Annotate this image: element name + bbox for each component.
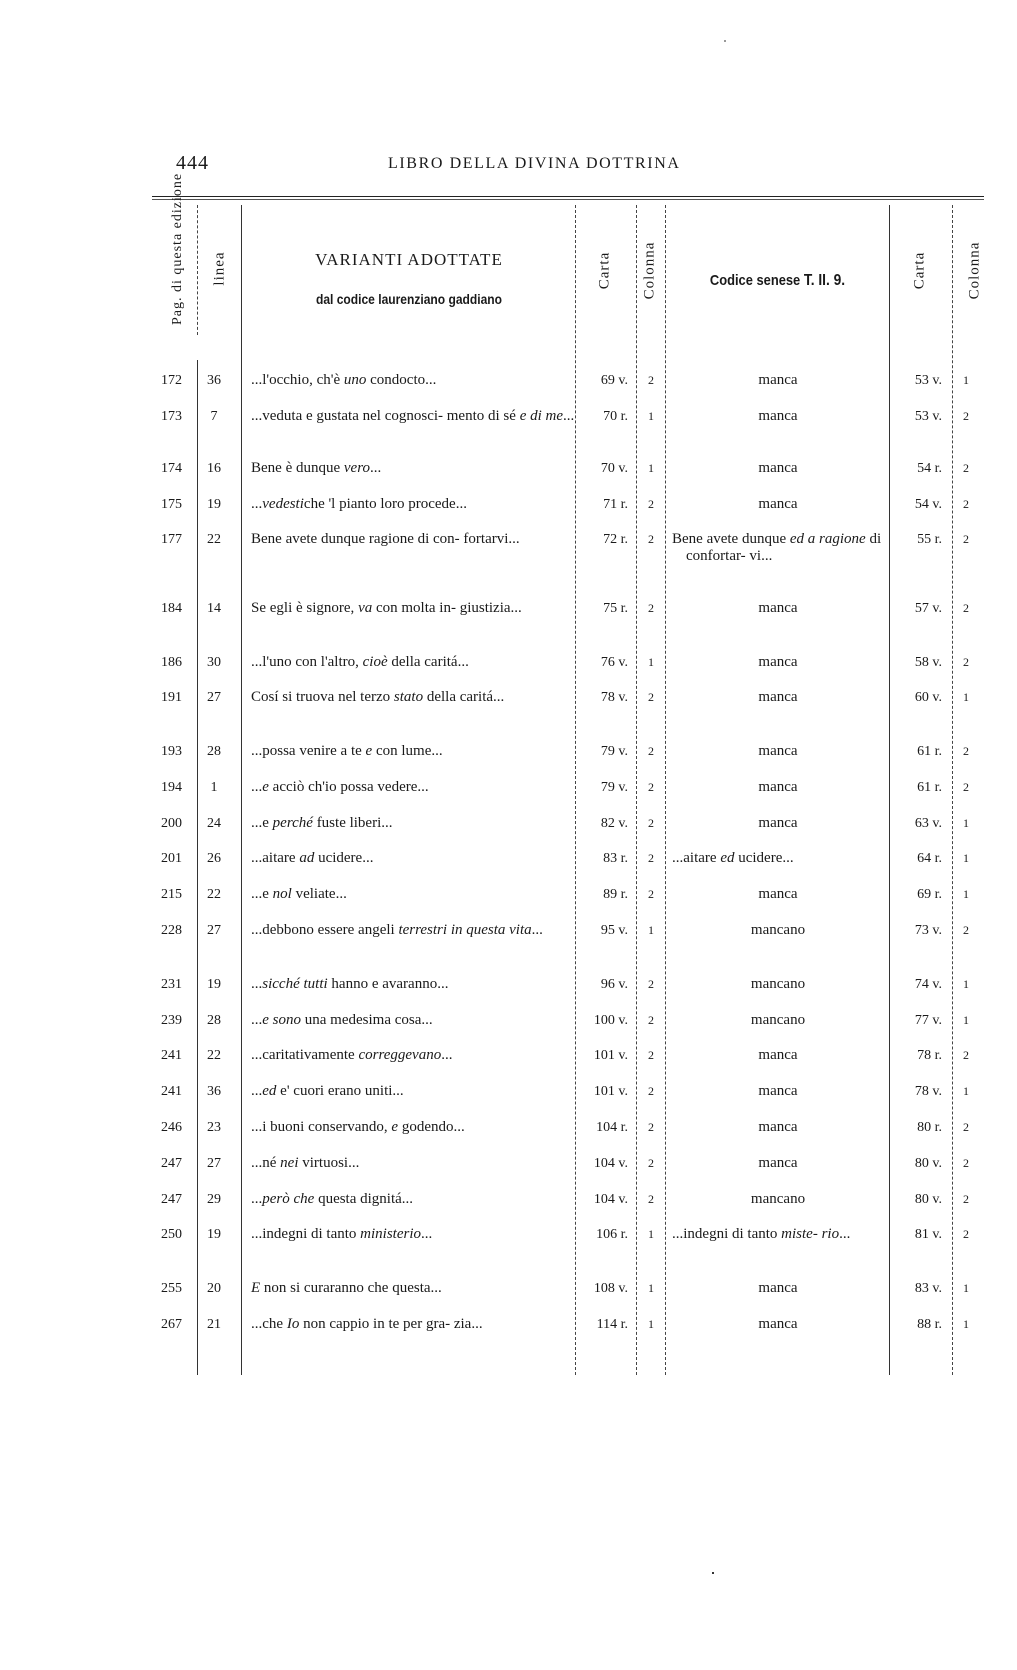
running-title: LIBRO DELLA DIVINA DOTTRINA <box>388 155 681 172</box>
cell-variante: ...i buoni conservando, e godendo... <box>251 1119 465 1135</box>
cell-codice-senese: manca <box>758 1316 798 1332</box>
cell-codice-senese: ...indegni di tanto miste- rio... <box>672 1226 851 1242</box>
cell-variante: ...e perché fuste liberi... <box>251 815 393 831</box>
cell-colonna-senese: 2 <box>963 409 969 423</box>
cell-variante: Bene avete dunque ragione di con- fortarvi... <box>251 531 520 547</box>
cell-pagina: 184 <box>161 601 182 616</box>
cell-codice-senese: manca <box>758 460 798 476</box>
cell-variante: ...che Io non cappio in te per gra- zia... <box>251 1316 483 1332</box>
cell-colonna: 2 <box>648 851 654 865</box>
cell-carta: 79 v. <box>600 744 628 759</box>
cell-carta-senese: 77 v. <box>914 1013 942 1028</box>
cell-pagina: 239 <box>161 1013 182 1028</box>
cell-linea: 22 <box>207 532 221 547</box>
cell-linea: 19 <box>207 1227 221 1242</box>
cell-variante: ...sicché tutti hanno e avaranno... <box>251 976 449 992</box>
cell-colonna: 2 <box>648 1192 654 1206</box>
cell-pagina: 231 <box>161 977 182 992</box>
header-codice-senese <box>682 272 872 290</box>
cell-carta: 70 r. <box>603 409 628 424</box>
cell-variante: ...caritativamente correggevano... <box>251 1047 453 1063</box>
cell-colonna: 2 <box>648 497 654 511</box>
cell-carta-senese: 83 v. <box>914 1281 942 1296</box>
cell-colonna: 1 <box>648 1227 654 1241</box>
cell-colonna-senese: 2 <box>963 461 969 475</box>
cell-linea: 22 <box>207 1048 221 1063</box>
cell-pagina: 250 <box>161 1227 182 1242</box>
cell-pagina: 247 <box>161 1156 182 1171</box>
cell-linea: 14 <box>207 601 221 616</box>
cell-carta: 114 r. <box>596 1317 628 1332</box>
column-rule <box>197 205 198 335</box>
cell-colonna-senese: 2 <box>963 1120 969 1134</box>
cell-carta: 96 v. <box>600 977 628 992</box>
cell-linea: 22 <box>207 887 221 902</box>
cell-variante: ...però che questa dignitá... <box>251 1191 414 1207</box>
cell-pagina: 228 <box>161 923 182 938</box>
cell-colonna-senese: 1 <box>963 887 969 901</box>
column-rule <box>241 205 242 1375</box>
cell-colonna-senese: 2 <box>963 532 969 546</box>
cell-codice-senese: manca <box>758 654 798 670</box>
cell-pagina: 193 <box>161 744 182 759</box>
cell-linea: 20 <box>207 1281 221 1296</box>
cell-codice-senese: manca <box>758 689 798 705</box>
cell-colonna: 2 <box>648 532 654 546</box>
header-varianti-subtitle: dal codice laurenziano gaddiano <box>315 291 502 307</box>
cell-linea: 7 <box>210 409 218 424</box>
cell-colonna: 2 <box>648 1120 654 1134</box>
cell-carta: 70 v. <box>600 461 628 476</box>
cell-carta-senese: 53 v. <box>914 409 942 424</box>
cell-carta-senese: 69 r. <box>917 887 942 902</box>
cell-linea: 28 <box>207 1013 221 1028</box>
cell-linea: 27 <box>207 690 221 705</box>
cell-colonna-senese: 1 <box>963 977 969 991</box>
cell-colonna: 1 <box>648 923 654 937</box>
cell-carta: 82 v. <box>600 816 628 831</box>
cell-colonna: 2 <box>648 690 654 704</box>
cell-carta-senese: 60 v. <box>914 690 942 705</box>
cell-codice-senese: Bene avete dunque ed a ragione di confortar- vi... <box>672 531 882 564</box>
cell-colonna-senese: 2 <box>963 1192 969 1206</box>
cell-linea: 28 <box>207 744 221 759</box>
cell-linea: 27 <box>207 1156 221 1171</box>
cell-colonna: 2 <box>648 887 654 901</box>
cell-carta-senese: 80 r. <box>917 1120 942 1135</box>
cell-colonna: 2 <box>648 1048 654 1062</box>
cell-carta-senese: 88 r. <box>917 1317 942 1332</box>
cell-codice-senese: manca <box>758 815 798 831</box>
cell-variante: Bene è dunque vero... <box>251 460 382 476</box>
cell-codice-senese: manca <box>758 743 798 759</box>
cell-colonna: 2 <box>648 744 654 758</box>
speck <box>712 1572 714 1574</box>
cell-colonna: 2 <box>648 373 654 387</box>
cell-carta-senese: 55 r. <box>917 532 942 547</box>
cell-codice-senese: manca <box>758 779 798 795</box>
cell-codice-senese: manca <box>758 886 798 902</box>
cell-variante: ...né nei virtuosi... <box>251 1155 360 1171</box>
cell-pagina: 255 <box>161 1281 182 1296</box>
cell-variante: ...e acciò ch'io possa vedere... <box>251 779 429 795</box>
cell-codice-senese: manca <box>758 600 798 616</box>
cell-carta: 71 r. <box>603 497 628 512</box>
cell-colonna-senese: 2 <box>963 655 969 669</box>
cell-pagina: 215 <box>161 887 182 902</box>
cell-linea: 29 <box>207 1192 221 1207</box>
header-colonna: Colonna <box>641 241 658 300</box>
cell-carta-senese: 54 r. <box>917 461 942 476</box>
cell-pagina: 186 <box>161 655 182 670</box>
cell-carta-senese: 63 v. <box>914 816 942 831</box>
cell-carta-senese: 54 v. <box>914 497 942 512</box>
cell-linea: 21 <box>207 1317 221 1332</box>
cell-codice-senese: manca <box>758 1083 798 1099</box>
cell-codice-senese: mancano <box>750 922 806 938</box>
cell-carta-senese: 81 v. <box>914 1227 942 1242</box>
cell-codice-senese: manca <box>758 1047 798 1063</box>
cell-colonna-senese: 2 <box>963 1227 969 1241</box>
cell-pagina: 201 <box>161 851 182 866</box>
cell-carta-senese: 74 v. <box>914 977 942 992</box>
cell-linea: 36 <box>207 1084 221 1099</box>
cell-pagina: 267 <box>161 1317 182 1332</box>
cell-carta-senese: 61 r. <box>917 780 942 795</box>
cell-colonna: 2 <box>648 601 654 615</box>
cell-pagina: 177 <box>161 532 182 547</box>
cell-variante: ...e sono una medesima cosa... <box>251 1012 433 1028</box>
cell-carta-senese: 78 v. <box>914 1084 942 1099</box>
cell-carta-senese: 64 r. <box>917 851 942 866</box>
cell-carta: 100 v. <box>593 1013 628 1028</box>
cell-codice-senese: mancano <box>750 976 806 992</box>
cell-codice-senese: mancano <box>750 1191 806 1207</box>
cell-variante: ...veduta e gustata nel cognosci- mento di sé e di me... <box>251 408 575 424</box>
header-carta-senese: Carta <box>911 251 928 290</box>
header-senese-sigla: T. II. 9. <box>803 272 846 289</box>
cell-carta: 95 v. <box>600 923 628 938</box>
column-rule <box>889 205 890 1375</box>
cell-variante: Cosí si truova nel terzo stato della caritá... <box>251 689 505 705</box>
cell-colonna-senese: 1 <box>963 1281 969 1295</box>
header-linea: linea <box>211 251 228 286</box>
cell-variante: ...l'occhio, ch'è uno condocto... <box>251 372 437 388</box>
cell-pagina: 246 <box>161 1120 182 1135</box>
cell-pagina: 241 <box>161 1084 182 1099</box>
cell-variante: Se egli è signore, va con molta in- giustizia... <box>251 600 522 616</box>
cell-colonna-senese: 2 <box>963 744 969 758</box>
cell-pagina: 174 <box>161 461 182 476</box>
cell-pagina: 241 <box>161 1048 182 1063</box>
cell-carta-senese: 57 v. <box>914 601 942 616</box>
cell-colonna-senese: 2 <box>963 1156 969 1170</box>
cell-codice-senese: manca <box>758 1119 798 1135</box>
cell-colonna: 2 <box>648 1156 654 1170</box>
cell-variante: ...ed e' cuori erano uniti... <box>251 1083 404 1099</box>
cell-carta: 78 v. <box>600 690 628 705</box>
cell-colonna: 2 <box>648 780 654 794</box>
column-rule <box>575 205 576 1375</box>
cell-linea: 26 <box>207 851 221 866</box>
cell-carta-senese: 61 r. <box>917 744 942 759</box>
cell-colonna: 1 <box>648 655 654 669</box>
cell-colonna-senese: 2 <box>963 601 969 615</box>
cell-variante: ...l'uno con l'altro, cioè della caritá... <box>251 654 469 670</box>
cell-variante: ...e nol veliate... <box>251 886 347 902</box>
cell-linea: 1 <box>210 780 218 795</box>
cell-carta: 106 r. <box>596 1227 628 1242</box>
cell-carta: 76 v. <box>600 655 628 670</box>
cell-carta: 83 r. <box>603 851 628 866</box>
cell-colonna: 2 <box>648 1013 654 1027</box>
cell-carta: 101 v. <box>593 1048 628 1063</box>
column-rule <box>665 205 666 1375</box>
page-number: 444 <box>176 152 209 174</box>
cell-codice-senese: manca <box>758 408 798 424</box>
cell-pagina: 200 <box>161 816 182 831</box>
cell-carta: 104 v. <box>593 1192 628 1207</box>
header-carta: Carta <box>596 251 613 290</box>
running-head <box>0 152 1017 182</box>
cell-variante: ...debbono essere angeli terrestri in questa vita... <box>251 922 543 938</box>
cell-codice-senese: manca <box>758 1155 798 1171</box>
cell-carta-senese: 80 v. <box>914 1192 942 1207</box>
cell-colonna: 1 <box>648 461 654 475</box>
cell-colonna: 1 <box>648 1281 654 1295</box>
cell-colonna-senese: 1 <box>963 690 969 704</box>
cell-carta-senese: 78 r. <box>917 1048 942 1063</box>
header-varianti-title: VARIANTI ADOTTATE <box>315 250 503 269</box>
cell-colonna-senese: 2 <box>963 1048 969 1062</box>
cell-linea: 16 <box>207 461 221 476</box>
cell-carta: 104 v. <box>593 1156 628 1171</box>
cell-carta: 101 v. <box>593 1084 628 1099</box>
cell-variante: ...aitare ad ucidere... <box>251 850 374 866</box>
cell-carta: 104 r. <box>596 1120 628 1135</box>
cell-colonna-senese: 1 <box>963 373 969 387</box>
table-top-rule <box>152 196 984 197</box>
cell-variante: ...indegni di tanto ministerio... <box>251 1226 433 1242</box>
cell-pagina: 175 <box>161 497 182 512</box>
cell-carta-senese: 80 v. <box>914 1156 942 1171</box>
cell-colonna-senese: 1 <box>963 851 969 865</box>
column-rule <box>197 360 198 1375</box>
cell-carta: 72 r. <box>603 532 628 547</box>
column-rule <box>952 205 953 1375</box>
cell-colonna: 2 <box>648 816 654 830</box>
cell-codice-senese: manca <box>758 1280 798 1296</box>
cell-linea: 27 <box>207 923 221 938</box>
cell-carta-senese: 53 v. <box>914 373 942 388</box>
cell-variante: ...vedestiche 'l pianto loro procede... <box>251 496 467 512</box>
cell-pagina: 172 <box>161 373 182 388</box>
cell-carta: 108 v. <box>593 1281 628 1296</box>
cell-colonna-senese: 1 <box>963 1317 969 1331</box>
header-pagina: Pag. di questa edizione <box>170 172 185 325</box>
table-top-rule-thin <box>152 199 984 200</box>
cell-linea: 19 <box>207 497 221 512</box>
cell-colonna-senese: 1 <box>963 1084 969 1098</box>
cell-codice-senese: manca <box>758 372 798 388</box>
cell-codice-senese: mancano <box>750 1012 806 1028</box>
cell-carta-senese: 73 v. <box>914 923 942 938</box>
cell-linea: 24 <box>207 816 221 831</box>
cell-colonna: 2 <box>648 1084 654 1098</box>
cell-linea: 23 <box>207 1120 221 1135</box>
cell-pagina: 191 <box>161 690 182 705</box>
cell-pagina: 173 <box>161 409 182 424</box>
cell-variante: E non si curaranno che questa... <box>251 1280 442 1296</box>
cell-colonna-senese: 1 <box>963 816 969 830</box>
cell-pagina: 247 <box>161 1192 182 1207</box>
cell-linea: 19 <box>207 977 221 992</box>
cell-codice-senese: ...aitare ed ucidere... <box>672 850 794 866</box>
cell-colonna: 2 <box>648 977 654 991</box>
cell-colonna: 1 <box>648 1317 654 1331</box>
header-senese-prefix: Codice senese <box>709 272 801 289</box>
cell-colonna-senese: 2 <box>963 923 969 937</box>
cell-linea: 30 <box>207 655 221 670</box>
cell-codice-senese: manca <box>758 496 798 512</box>
cell-carta: 69 v. <box>600 373 628 388</box>
cell-carta-senese: 58 v. <box>914 655 942 670</box>
cell-colonna-senese: 2 <box>963 497 969 511</box>
speck <box>724 40 726 42</box>
cell-pagina: 194 <box>161 780 182 795</box>
column-rule <box>636 205 637 1375</box>
cell-carta: 75 r. <box>603 601 628 616</box>
header-colonna-senese: Colonna <box>966 241 983 300</box>
cell-colonna: 1 <box>648 409 654 423</box>
cell-carta: 79 v. <box>600 780 628 795</box>
cell-colonna-senese: 2 <box>963 780 969 794</box>
cell-colonna-senese: 1 <box>963 1013 969 1027</box>
cell-carta: 89 r. <box>603 887 628 902</box>
cell-variante: ...possa venire a te e con lume... <box>251 743 443 759</box>
cell-linea: 36 <box>207 373 221 388</box>
